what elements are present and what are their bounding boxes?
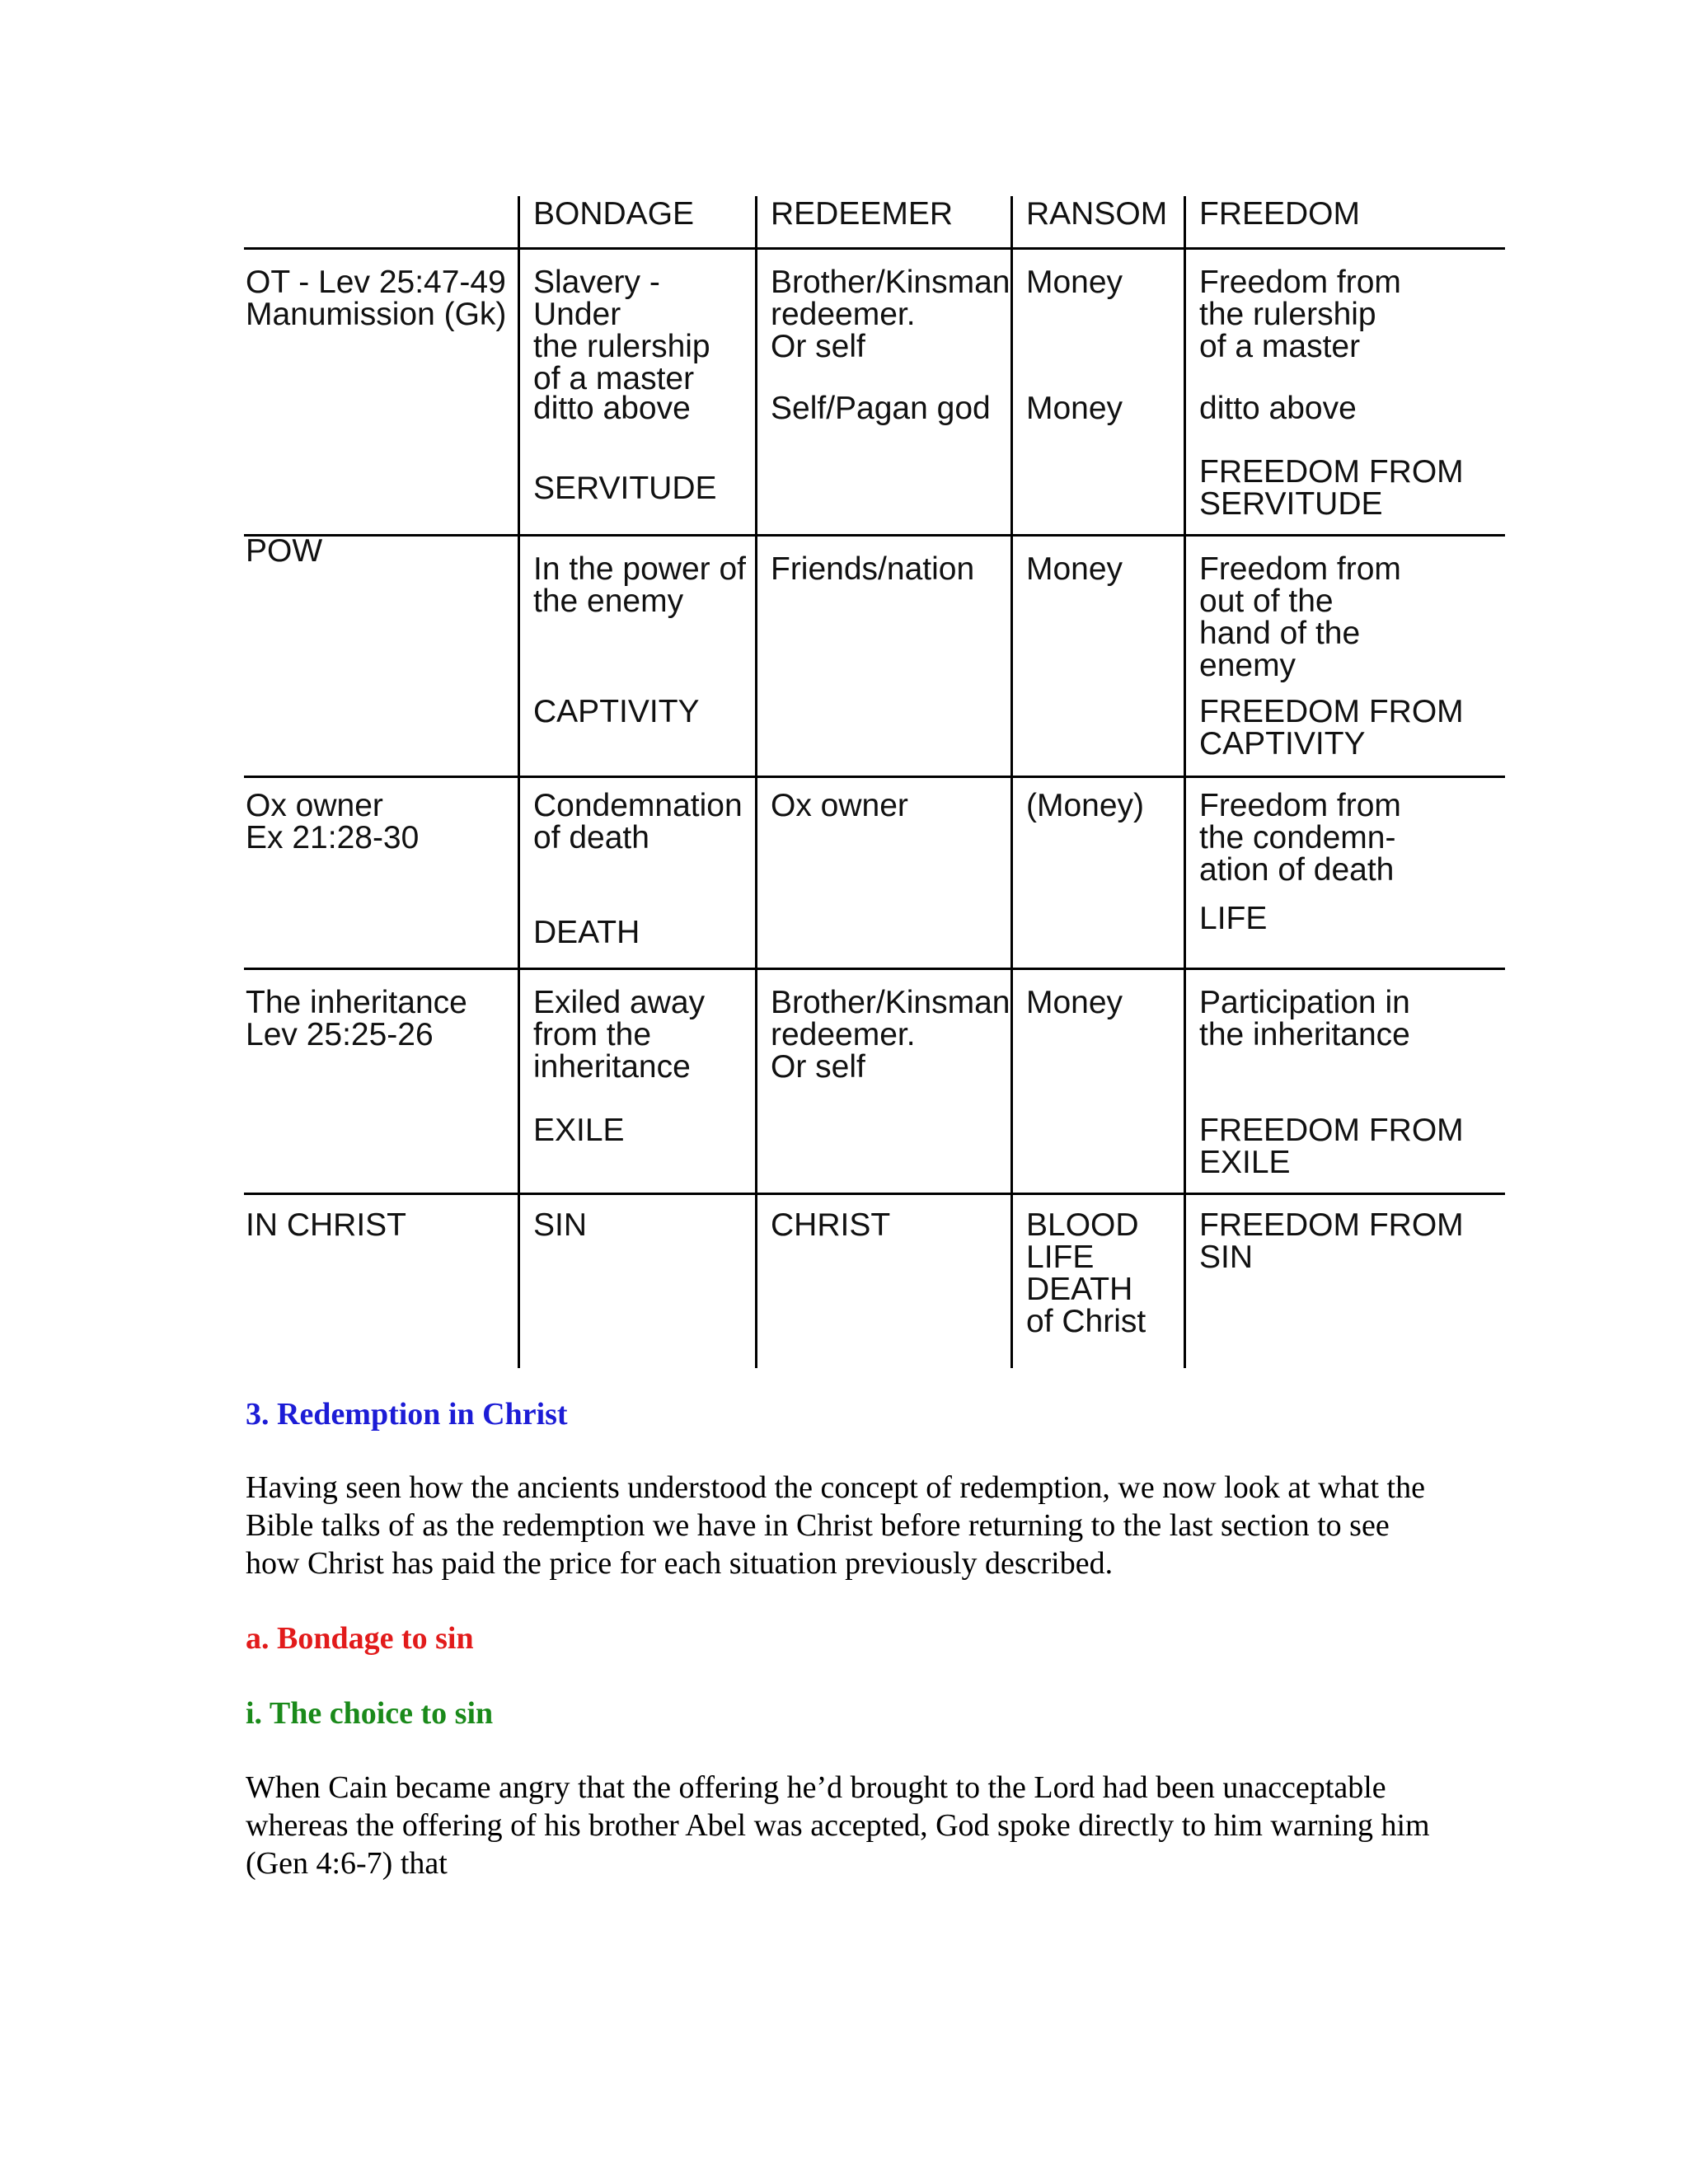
bondage-text: In the power of the enemy xyxy=(533,551,746,619)
ransom-text: Money xyxy=(1026,265,1123,300)
bondage-text: Exiled away from the inheritance xyxy=(533,985,706,1085)
table-row xyxy=(244,250,1505,537)
freedom-text: FREEDOM FROM SIN xyxy=(1199,1207,1464,1275)
freedom-text: Freedom from the rulership of a master xyxy=(1199,265,1401,364)
bondage-keyword: SERVITUDE xyxy=(533,471,717,506)
freedom-cell xyxy=(1184,250,1505,534)
ransom-cell xyxy=(1010,537,1184,776)
bondage-text: Slavery - Under the rulership of a master xyxy=(533,265,710,396)
bondage-cell xyxy=(518,250,755,534)
row-label-cell xyxy=(244,970,518,1193)
freedom-cell xyxy=(1184,537,1505,776)
header-ransom-text: RANSOM xyxy=(1026,196,1168,232)
paragraph-intro: Having seen how the ancients understood the concept of redemption, we now look at what the Bible talks of as the redemption we have in Christ before returning to the last section to see how Christ has paid the price for each situation previously described. xyxy=(246,1470,1425,1581)
redeemer-text: CHRIST xyxy=(771,1207,891,1243)
bondage-text: SIN xyxy=(533,1207,588,1243)
header-redeemer-text: REDEEMER xyxy=(771,196,954,232)
ransom-cell xyxy=(1010,250,1184,534)
row-label: Ox owner Ex 21:28-30 xyxy=(246,788,420,855)
ransom-cell xyxy=(1010,778,1184,968)
bondage-cell xyxy=(518,537,755,776)
bondage-keyword: DEATH xyxy=(533,915,640,950)
ransom-text: Money xyxy=(1026,985,1123,1020)
table-header-row xyxy=(244,196,1505,250)
freedom-keyword: LIFE xyxy=(1199,901,1268,936)
row-label: POW xyxy=(246,533,323,569)
redemption-table xyxy=(244,196,1505,1368)
freedom-keyword: FREEDOM FROM CAPTIVITY xyxy=(1199,694,1464,762)
header-cell-ransom xyxy=(1010,196,1184,247)
redeemer-text: Brother/Kinsman redeemer. Or self xyxy=(771,265,1010,364)
redeemer-cell xyxy=(755,778,1010,968)
table-row xyxy=(244,1195,1505,1368)
freedom-cell xyxy=(1184,778,1505,968)
table-row xyxy=(244,533,1505,778)
ransom-text: (Money) xyxy=(1026,788,1145,823)
section-heading: 3. Redemption in Christ xyxy=(246,1397,568,1432)
row-label-cell xyxy=(244,533,518,776)
row-label-cell xyxy=(244,778,518,968)
header-cell-bondage xyxy=(518,196,755,247)
subheading-bondage: a. Bondage to sin xyxy=(246,1621,474,1656)
bondage-cell xyxy=(518,970,755,1193)
bondage-cell xyxy=(518,778,755,968)
freedom-text: Freedom from out of the hand of the enemy xyxy=(1199,551,1401,683)
header-freedom-text: FREEDOM xyxy=(1199,196,1360,232)
bondage-keyword: EXILE xyxy=(533,1113,625,1148)
row-label: The inheritance Lev 25:25-26 xyxy=(246,985,467,1052)
freedom-text: Participation in the inheritance xyxy=(1199,985,1410,1052)
ransom-cell xyxy=(1010,970,1184,1193)
redeemer-text: Brother/Kinsman redeemer. Or self xyxy=(771,985,1010,1085)
ransom-text: BLOOD LIFE DEATH of Christ xyxy=(1026,1207,1146,1339)
ransom-text: Money xyxy=(1026,551,1123,587)
freedom-keyword: FREEDOM FROM SERVITUDE xyxy=(1199,454,1464,522)
redeemer-cell xyxy=(755,537,1010,776)
freedom-text: Freedom from the condemn- ation of death xyxy=(1199,788,1401,888)
freedom-text: ditto above xyxy=(1199,391,1357,426)
table-row xyxy=(244,970,1505,1195)
bondage-text: Condemnation of death xyxy=(533,788,743,855)
ransom-cell xyxy=(1010,1195,1184,1368)
subheading-choice: i. The choice to sin xyxy=(246,1696,494,1731)
row-label-cell xyxy=(244,250,518,534)
redeemer-cell xyxy=(755,1195,1010,1368)
row-label: OT - Lev 25:47-49 Manumission (Gk) xyxy=(246,265,507,332)
freedom-keyword: FREEDOM FROM EXILE xyxy=(1199,1113,1464,1180)
bondage-text: ditto above xyxy=(533,391,691,426)
header-cell-redeemer xyxy=(755,196,1010,247)
bondage-keyword: CAPTIVITY xyxy=(533,694,700,729)
freedom-cell xyxy=(1184,1195,1505,1368)
bondage-cell xyxy=(518,1195,755,1368)
redeemer-text: Friends/nation xyxy=(771,551,975,587)
header-bondage-text: BONDAGE xyxy=(533,196,695,232)
row-label-cell xyxy=(244,1195,518,1368)
ransom-text: Money xyxy=(1026,391,1123,426)
table-row xyxy=(244,778,1505,970)
freedom-cell xyxy=(1184,970,1505,1193)
row-label: IN CHRIST xyxy=(246,1207,406,1243)
redeemer-cell xyxy=(755,970,1010,1193)
header-cell-empty xyxy=(244,196,518,247)
redeemer-text: Self/Pagan god xyxy=(771,391,991,426)
paragraph-cain: When Cain became angry that the offering he’d brought to the Lord had been unacceptable whereas the offering of his brother Abel was accepted, God spoke directly to him warning him (Gen 4:6-7) that xyxy=(246,1770,1430,1881)
header-cell-freedom xyxy=(1184,196,1505,247)
redeemer-text: Ox owner xyxy=(771,788,908,823)
redeemer-cell xyxy=(755,250,1010,534)
